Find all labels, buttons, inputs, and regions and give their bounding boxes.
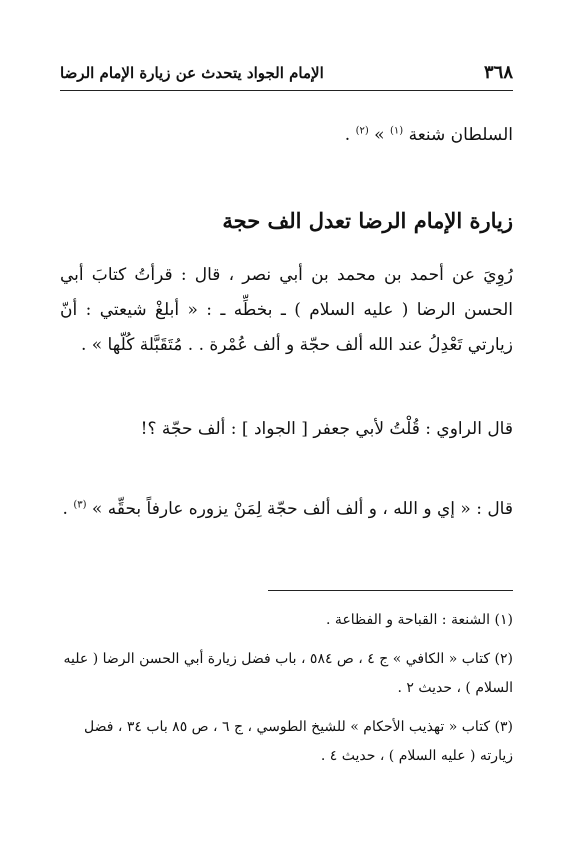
page-header — [60, 60, 513, 91]
carry-over-text: السلطان شنعة — [403, 125, 513, 145]
carry-over-quote-close: » — [368, 125, 390, 145]
footnote-divider — [268, 590, 513, 591]
paragraph-answer — [60, 492, 513, 527]
footnote-ref-3: (٣) — [73, 499, 87, 511]
paragraph-answer-end: . — [62, 499, 74, 519]
paragraph-answer-text: قال : « إي و الله ، و ألف ألف حجّة لِمَنْ يزوره عارفاً بحقِّه » — [86, 499, 513, 519]
footnote-1: (١) الشنعة : القباحة و الفظاعة . — [326, 612, 513, 628]
running-title: الإمام الجواد يتحدث عن زيارة الإمام الرضا — [60, 64, 324, 82]
footnote-2: (٢) كتاب « الكافي » ج ٤ ، ص ٥٨٤ ، باب فضل زيارة أبي الحسن الرضا ( عليه السلام ) ، حديث ٢ . — [63, 651, 513, 696]
footnote-3: (٣) كتاب « تهذيب الأحكام » للشيخ الطوسي ، ج ٦ ، ص ٨٥ باب ٣٤ ، فضل زيارته ( عليه السلام ) ، حديث ٤ . — [84, 719, 513, 764]
carry-over-end: . — [344, 125, 356, 145]
footnote-ref-2: (٢) — [355, 125, 369, 137]
carry-over-line — [60, 118, 513, 153]
paragraph-narration: رُوِيَ عن أحمد بن محمد بن أبي نصر ، قال : قرأتُ كتابَ أبي الحسن الرضا ( عليه السلام ) ـ بخطِّه ـ : « أبلغْ شيعتي : أنّ زيارتي تَعْدِلُ عند الله ألف حجّة و ألف عُمْرة . . مُتَقَبَّلة كُلّها » . — [60, 265, 513, 355]
paragraph-question: قال الراوي : قُلْتُ لأبي جعفر [ الجواد ] : ألف حجّة ؟! — [140, 419, 513, 439]
section-title: زيارة الإمام الرضا تعدل الف حجة — [222, 208, 513, 233]
footnotes — [60, 606, 513, 781]
footnote-ref-1: (١) — [390, 125, 404, 137]
page-number: ٣٦٨ — [483, 62, 513, 83]
